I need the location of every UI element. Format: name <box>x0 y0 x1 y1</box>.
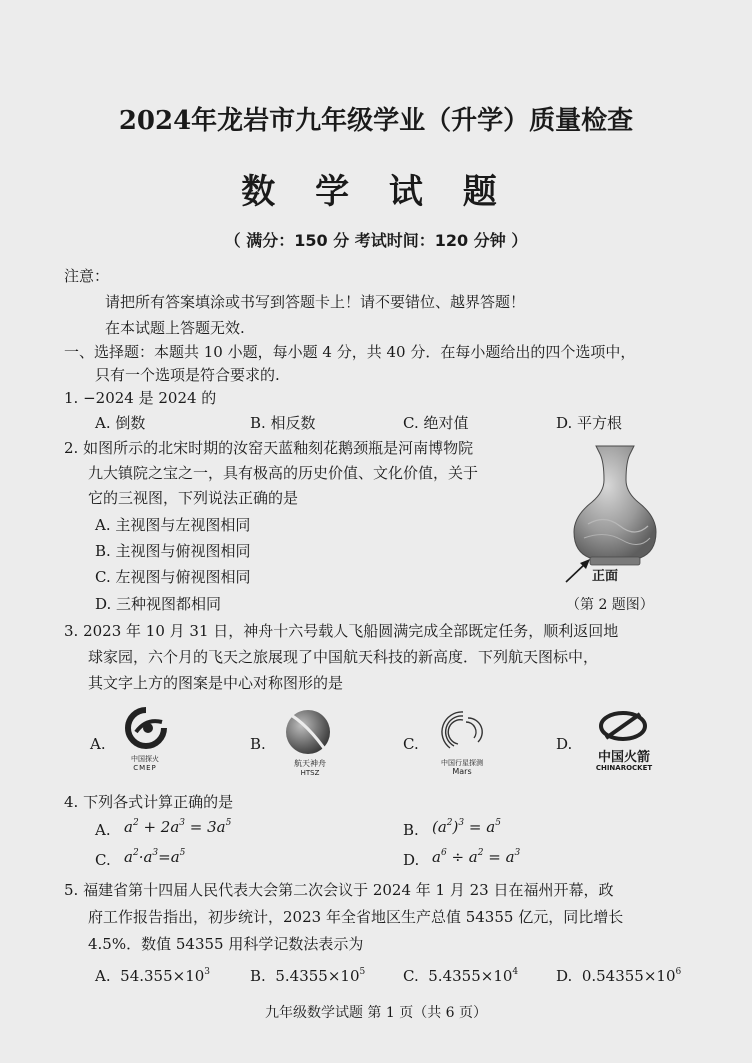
q4-option-c-label: C. <box>95 851 111 869</box>
q2-line-1: 2. 如图所示的北宋时期的汝窑天蓝釉刻花鹅颈瓶是河南博物院 <box>64 439 474 457</box>
exam-title: 2024年龙岩市九年级学业（升学）质量检查 <box>118 106 634 136</box>
q4-stem: 4. 下列各式计算正确的是 <box>64 793 234 811</box>
q1-option-c: C. 绝对值 <box>403 414 469 432</box>
subject-title: 数 学 试 题 <box>241 172 511 212</box>
q5-option-c <box>403 966 518 989</box>
section-heading-line-1: 一、选择题：本题共 10 小题，每小题 4 分，共 40 分．在每小题给出的四个选项中， <box>64 343 636 361</box>
q5-option-b-base: 5.4355×10 <box>275 967 360 985</box>
q4-option-b-expr: $(a^2)^3 = a^5$ <box>432 818 501 836</box>
q2-option-c: C. 左视图与俯视图相同 <box>95 568 251 586</box>
section-heading-line-2: 只有一个选项是符合要求的. <box>95 366 280 384</box>
q2-option-a: A. 主视图与左视图相同 <box>95 516 251 534</box>
q5-option-c-exp: 4 <box>512 967 519 977</box>
htsz-logo-text-en: HTSZ <box>300 769 320 777</box>
notice-line-2: 在本试题上答题无效. <box>105 319 245 337</box>
q5-option-d-exp: 6 <box>675 967 682 977</box>
q5-option-c-label: C. <box>403 967 419 985</box>
page-footer: 九年级数学试题 第 1 页（共 6 页） <box>264 1005 488 1021</box>
mars-logo-text-en: Mars <box>452 767 472 776</box>
q4-option-d-label: D. <box>403 851 420 869</box>
q4-option-c-expr: $a^2\cdot a^3=a^5$ <box>124 848 186 866</box>
q5-option-c-base: 5.4355×10 <box>428 967 513 985</box>
q3-line-1: 3. 2023 年 10 月 31 日，神舟十六号载人飞船圆满完成全部既定任务，顺利返回地 <box>64 622 619 640</box>
q3-option-c: C. <box>403 735 419 753</box>
q5-option-d <box>556 966 681 989</box>
notice-label: 注意： <box>64 267 110 285</box>
q2-option-b: B. 主视图与俯视图相同 <box>95 542 251 560</box>
front-label: 正面 <box>592 569 619 584</box>
score-time: （ 满分：150 分 考试时间：120 分钟 ） <box>224 231 528 250</box>
arrow-icon <box>562 558 594 586</box>
q5-option-d-label: D. <box>556 967 573 985</box>
q4-option-b-label: B. <box>403 821 419 839</box>
q5-option-a-base: 54.355×10 <box>120 967 205 985</box>
q5-option-a <box>95 966 210 989</box>
q5-option-a-label: A. <box>95 967 111 985</box>
q4-option-d-expr: $a^6 \div a^2 = a^3$ <box>432 848 521 866</box>
q2-line-3: 它的三视图，下列说法正确的是 <box>88 489 299 507</box>
mars-logo-icon <box>438 708 488 756</box>
q1-stem: 1. −2024 是 2024 的 <box>64 389 217 407</box>
q2-option-d: D. 三种视图都相同 <box>95 595 222 613</box>
cmep-logo-icon <box>118 706 174 754</box>
q3-option-a: A. <box>90 735 106 753</box>
mars-logo-text-cn: 中国行星探测 <box>441 759 483 767</box>
q2-line-2: 九大镇院之宝之一，具有极高的历史价值、文化价值，关于 <box>88 464 479 482</box>
q3-line-3: 其文字上方的图案是中心对称图形的是 <box>88 674 344 692</box>
q1-option-a: A. 倒数 <box>95 414 146 432</box>
htsz-logo-icon <box>278 706 338 758</box>
q3-option-b: B. <box>250 735 266 753</box>
q5-line-2: 府工作报告指出，初步统计，2023 年全省地区生产总值 54355 亿元，同比增长 <box>88 908 624 926</box>
q4-option-a-label: A. <box>95 821 111 839</box>
q3-option-d: D. <box>556 735 573 753</box>
q5-option-b-exp: 5 <box>359 967 366 977</box>
q5-option-b-label: B. <box>250 967 266 985</box>
q5-line-3: 4.5%．数值 54355 用科学记数法表示为 <box>88 935 364 953</box>
q5-option-d-base: 0.54355×10 <box>581 967 676 985</box>
q3-line-2: 球家园，六个月的飞天之旅展现了中国航天科技的新高度．下列航天图标中， <box>88 648 599 666</box>
cmep-logo-text-cn: 中国探火 <box>131 755 159 763</box>
q5-option-b <box>250 966 365 989</box>
chinarocket-logo-text-cn: 中国火箭 <box>597 750 650 765</box>
q4-option-a-expr: $a^2 + 2a^3 = 3a^5$ <box>124 818 232 836</box>
cmep-logo-text-en: CMEP <box>133 764 157 772</box>
q1-option-b: B. 相反数 <box>250 414 316 432</box>
htsz-logo-text-cn: 航天神舟 <box>294 759 326 768</box>
q5-line-1: 5. 福建省第十四届人民代表大会第二次会议于 2024 年 1 月 23 日在福州开幕，政 <box>64 881 614 899</box>
notice-line-1: 请把所有答案填涂或书写到答题卡上！请不要错位、越界答题！ <box>105 293 526 311</box>
chinarocket-logo-text-en: CHINAROCKET <box>595 764 653 772</box>
q1-option-d: D. 平方根 <box>556 414 623 432</box>
chinarocket-logo-icon <box>596 708 650 744</box>
q5-option-a-exp: 3 <box>204 967 211 977</box>
q2-figure-caption: （第 2 题图） <box>566 597 654 613</box>
